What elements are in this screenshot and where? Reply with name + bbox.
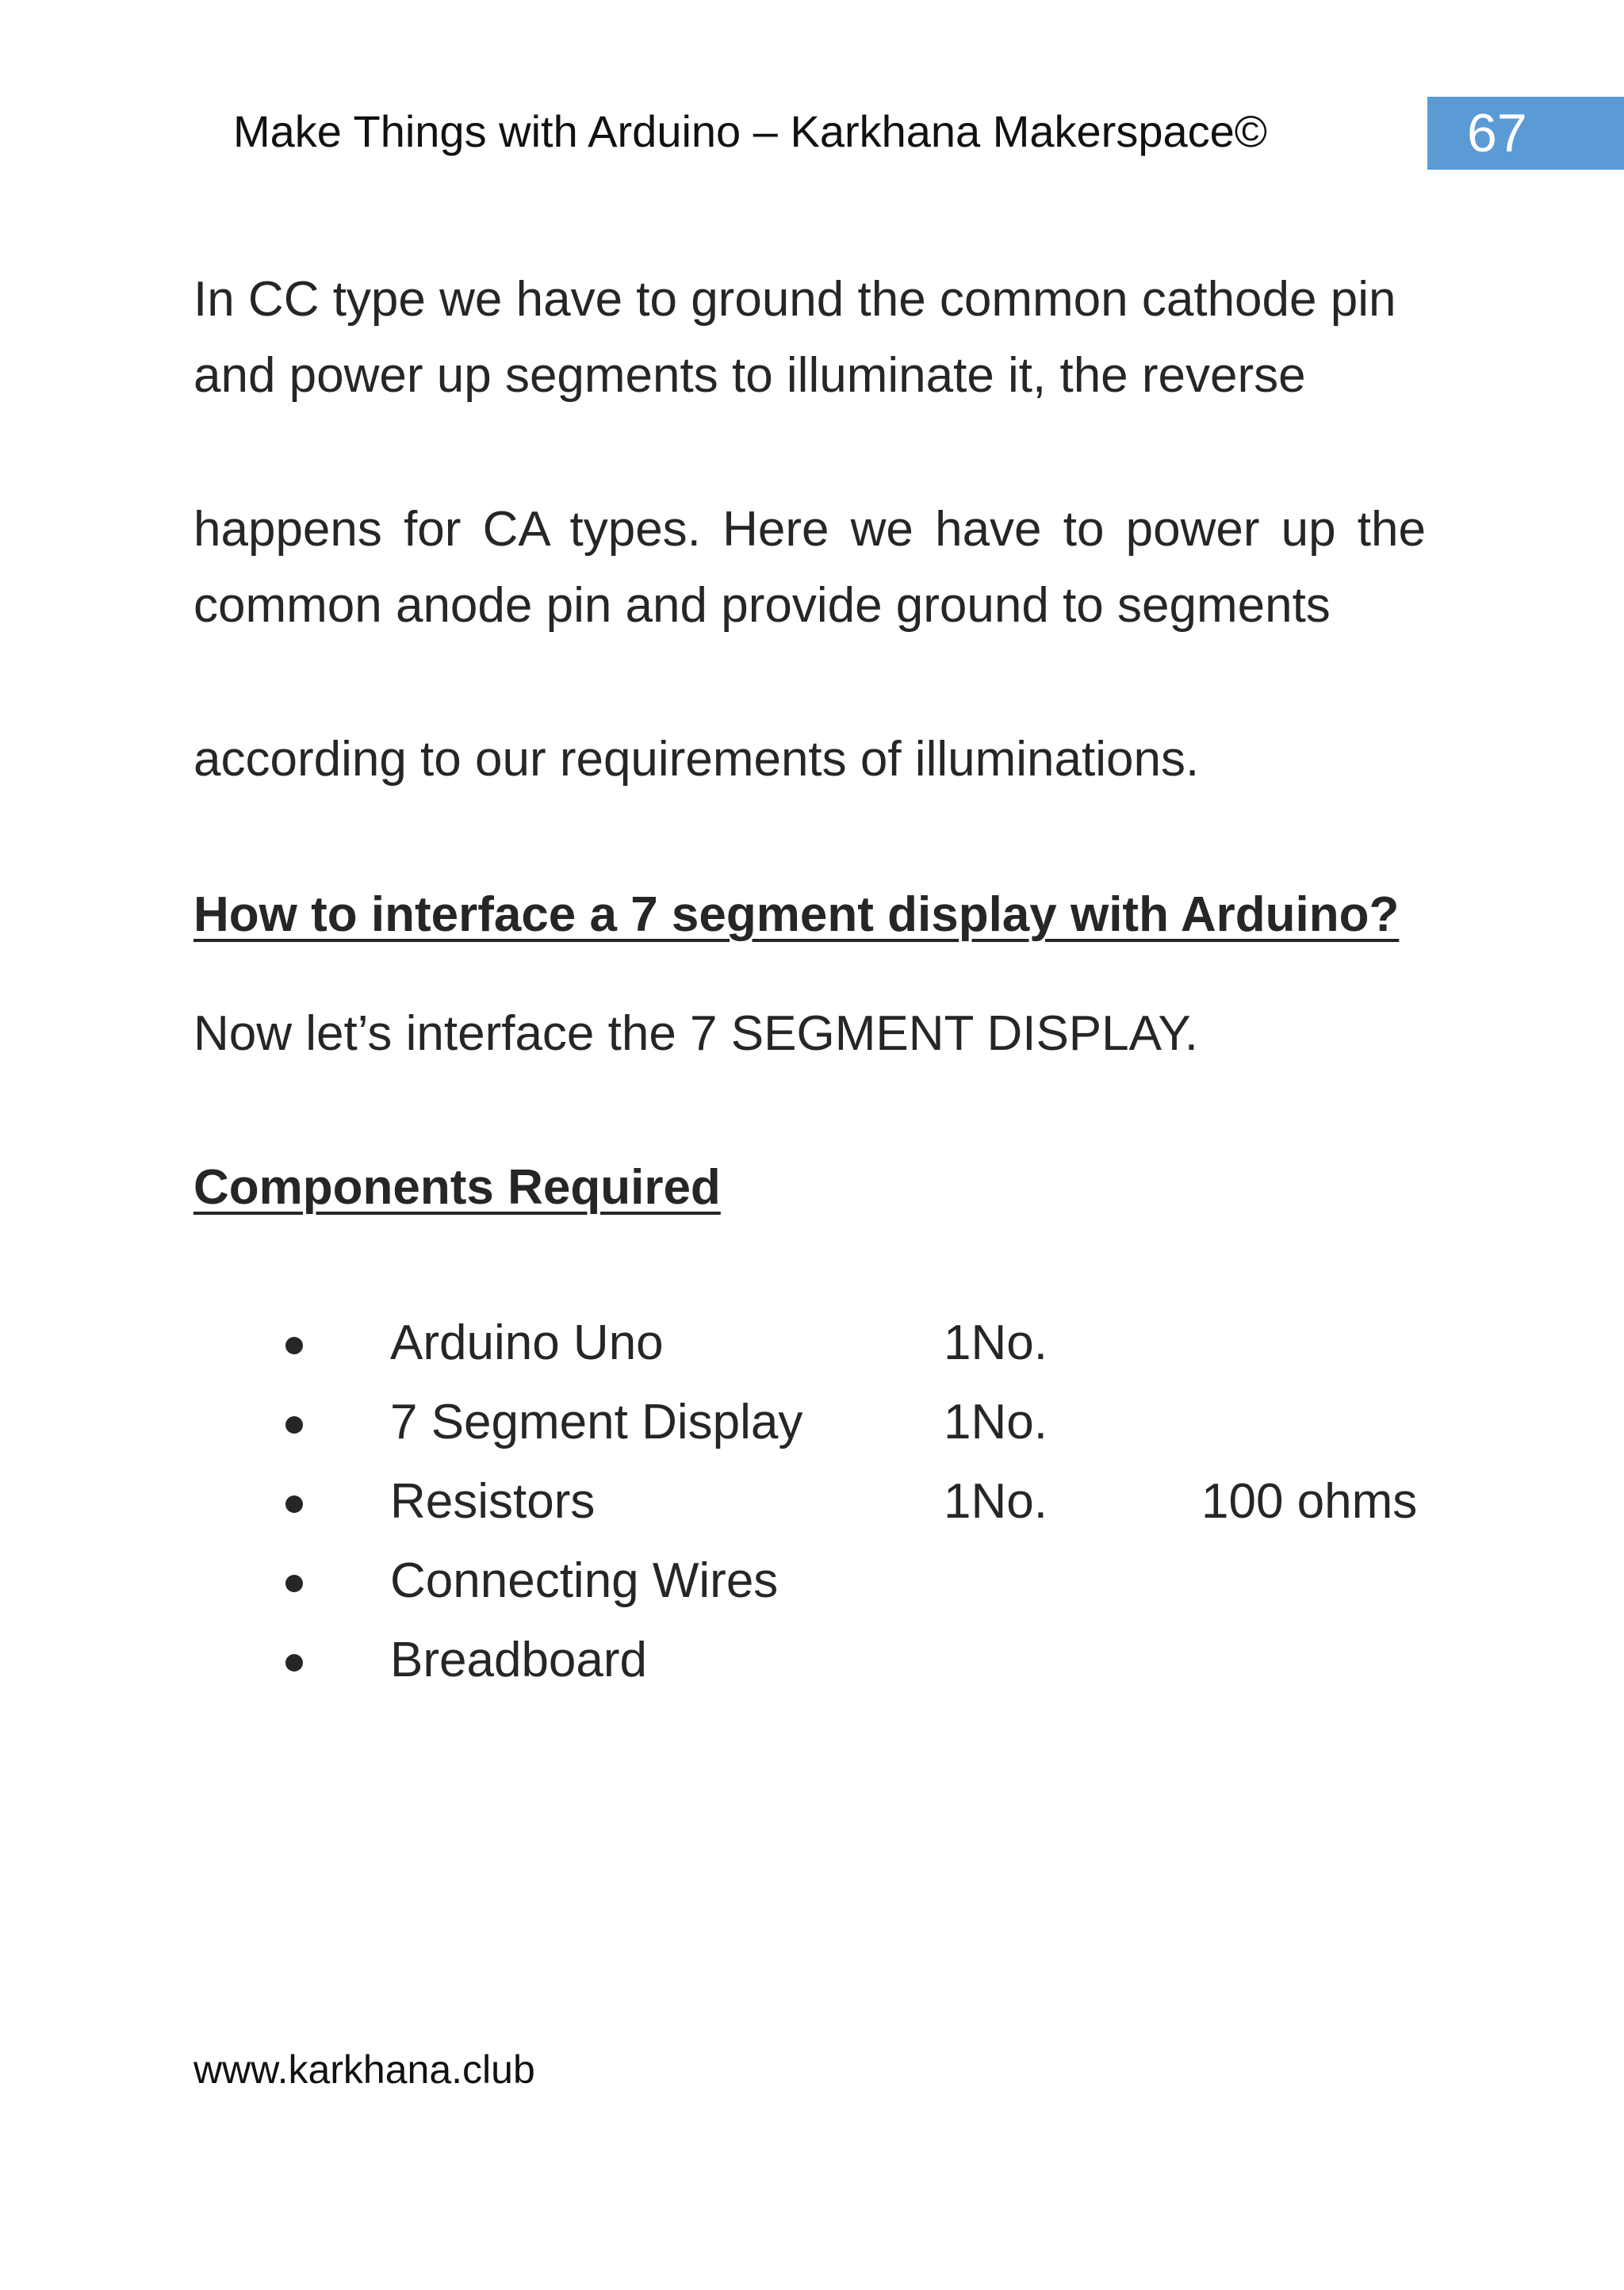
list-item <box>285 1541 1435 1621</box>
paragraph-line: common anode pin and provide ground to segments <box>193 578 1331 633</box>
component-quantity: 1No. <box>944 1395 1048 1449</box>
component-name: Arduino Uno <box>390 1315 664 1370</box>
running-header-title: Make Things with Arduino – Karkhana Makerspace© <box>233 106 1268 156</box>
footer-website-url: www.karkhana.club <box>193 2047 535 2092</box>
list-item <box>285 1383 1435 1462</box>
list-item <box>285 1462 1435 1541</box>
component-quantity: 1No. <box>944 1315 1048 1370</box>
component-quantity: 1No. <box>944 1474 1048 1529</box>
bullet-icon <box>285 1495 303 1513</box>
bullet-icon <box>285 1575 303 1592</box>
page-number: 67 <box>1467 103 1527 163</box>
page-number-badge <box>1427 97 1624 170</box>
bullet-icon <box>285 1337 303 1354</box>
paragraph-line: happens for CA types. Here we have to power up the <box>193 502 1426 557</box>
paragraph-line: and power up segments to illuminate it, the reverse <box>193 348 1306 403</box>
bullet-icon <box>285 1654 303 1672</box>
component-name: Breadboard <box>390 1633 648 1687</box>
component-name: Resistors <box>390 1474 596 1529</box>
intro-text: Now let’s interface the 7 SEGMENT DISPLAY. <box>193 1006 1198 1061</box>
paragraph-line: In CC type we have to ground the common cathode pin <box>193 272 1396 327</box>
component-name: 7 Segment Display <box>390 1395 803 1449</box>
components-list <box>285 1304 1435 1700</box>
component-value: 100 ohms <box>1201 1474 1418 1529</box>
section-heading-components: Components Required <box>193 1160 721 1215</box>
list-item <box>285 1304 1435 1383</box>
paragraph-line: according to our requirements of illuminations. <box>193 732 1200 787</box>
component-name: Connecting Wires <box>390 1553 779 1608</box>
section-heading-interface: How to interface a 7 segment display with Arduino? <box>193 887 1400 942</box>
bullet-icon <box>285 1416 303 1434</box>
list-item <box>285 1621 1435 1700</box>
